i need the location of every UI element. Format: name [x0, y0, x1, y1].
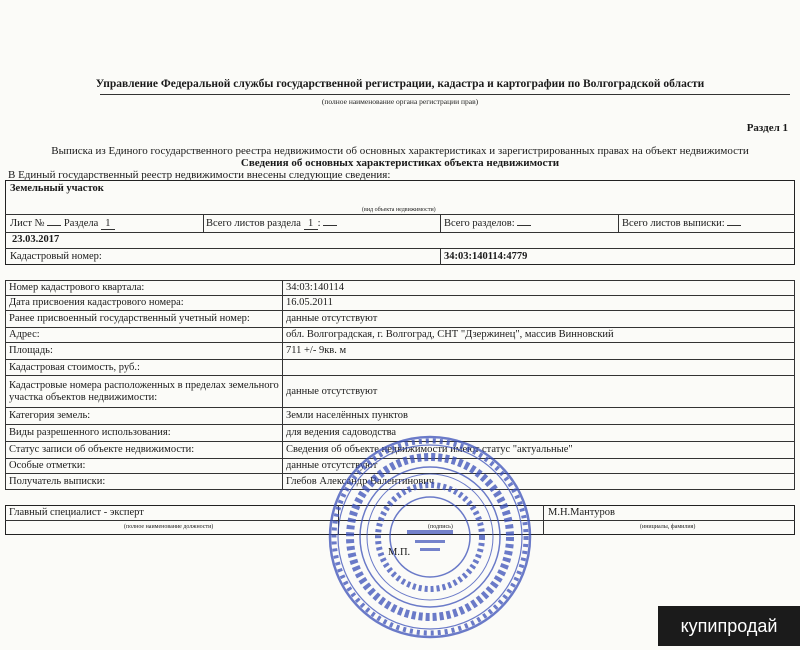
object-box-divider-3 [5, 248, 795, 249]
row-value: Глебов Александр Валентинович [283, 474, 795, 490]
object-box-vdivider-2 [440, 214, 441, 232]
row-value: 34:03:140114 [283, 281, 795, 296]
row-label: Особые отметки: [6, 459, 283, 474]
signer-name: М.Н.Мантуров [548, 507, 615, 518]
table-row [6, 408, 795, 425]
extract-date: 23.03.2017 [12, 234, 60, 245]
object-type-caption: (вид объекта недвижимости) [362, 207, 436, 213]
table-row [6, 296, 795, 311]
extract-title: Выписка из Единого государственного реестра недвижимости об основных характеристиках и зарегистрированных правах на объект недвижимости [51, 145, 749, 157]
object-box-divider-2 [5, 232, 795, 233]
sheet-section-value: 1 [101, 218, 115, 230]
signer-name-caption: (инициалы, фамилия) [640, 524, 696, 530]
sheet-number-label: Лист № [10, 218, 45, 229]
table-row [6, 281, 795, 296]
object-type: Земельный участок [10, 183, 104, 194]
seal-label: М.П. [388, 547, 411, 558]
table-row [6, 360, 795, 376]
row-label: Кадастровая стоимость, руб.: [6, 360, 283, 376]
total-extract-label: Всего листов выписки: [622, 218, 725, 229]
object-box-vdivider-4 [440, 248, 441, 265]
signer-position-caption: (полное наименование должности) [124, 524, 214, 530]
row-value: для ведения садоводства [283, 425, 795, 442]
row-value: данные отсутствуют [283, 311, 795, 328]
organization-underline [100, 94, 790, 95]
cadastral-number-value: 34:03:140114:4779 [444, 251, 528, 262]
total-extract-value [727, 225, 741, 226]
total-sections-value [517, 225, 531, 226]
row-value [283, 360, 795, 376]
row-label: Виды разрешенного использования: [6, 425, 283, 442]
row-label: Категория земель: [6, 408, 283, 425]
object-box-vdivider-3 [618, 214, 619, 232]
total-sections [444, 218, 531, 229]
row-value: данные отсутствуют [283, 459, 795, 474]
total-sheets-label: Всего листов раздела [206, 218, 301, 229]
cadastral-number-label: Кадастровый номер: [10, 251, 102, 262]
sheet-section-label: Раздела [63, 218, 99, 229]
extract-subtitle: Сведения об основных характеристиках объекта недвижимости [240, 157, 560, 169]
row-label: Получатель выписки: [6, 474, 283, 490]
total-sheets-blank [323, 225, 337, 226]
total-sections-label: Всего разделов: [444, 218, 515, 229]
row-value: 16.05.2011 [283, 296, 795, 311]
organization-title: Управление Федеральной службы государственной регистрации, кадастра и картографии по Волгоградской области [95, 78, 705, 90]
row-value: Сведения об объекте недвижимости имеют статус "актуальные" [283, 442, 795, 459]
object-box-divider-1 [5, 214, 795, 215]
section-label: Раздел 1 [746, 122, 788, 134]
watermark-badge: купипродай [658, 606, 800, 646]
row-value: обл. Волгоградская, г. Волгоград, СНТ "Дзержинец", массив Винновский [283, 328, 795, 343]
table-row [6, 376, 795, 408]
row-label: Статус записи об объекте недвижимости: [6, 442, 283, 459]
total-sheets: Всего листов раздела 1 : [206, 218, 337, 230]
signer-position: Главный специалист - эксперт [9, 507, 144, 518]
extract-intro: В Единый государственный реестр недвижимости внесены следующие сведения: [8, 169, 391, 181]
object-box-vdivider-1 [203, 214, 204, 232]
row-label: Площадь: [6, 343, 283, 360]
row-label: Номер кадастрового квартала: [6, 281, 283, 296]
row-value: данные отсутствуют [283, 376, 795, 408]
table-row [6, 311, 795, 328]
signature-caption: (подпись) [428, 524, 453, 530]
table-row [6, 328, 795, 343]
row-value: 711 +/- 9кв. м [283, 343, 795, 360]
sheet-number [10, 218, 115, 230]
sheet-number-value [47, 225, 61, 226]
total-extract-sheets [622, 218, 741, 229]
table-row [6, 343, 795, 360]
total-sheets-value: 1 [304, 218, 318, 230]
official-seal-icon [325, 432, 535, 642]
organization-caption: (полное наименование органа регистрации прав) [321, 97, 479, 106]
row-label: Дата присвоения кадастрового номера: [6, 296, 283, 311]
row-value: Земли населённых пунктов [283, 408, 795, 425]
row-label: Адрес: [6, 328, 283, 343]
row-label: Кадастровые номера расположенных в пределах земельного участка объектов недвижимости: [6, 376, 283, 408]
row-label: Ранее присвоенный государственный учетный номер: [6, 311, 283, 328]
